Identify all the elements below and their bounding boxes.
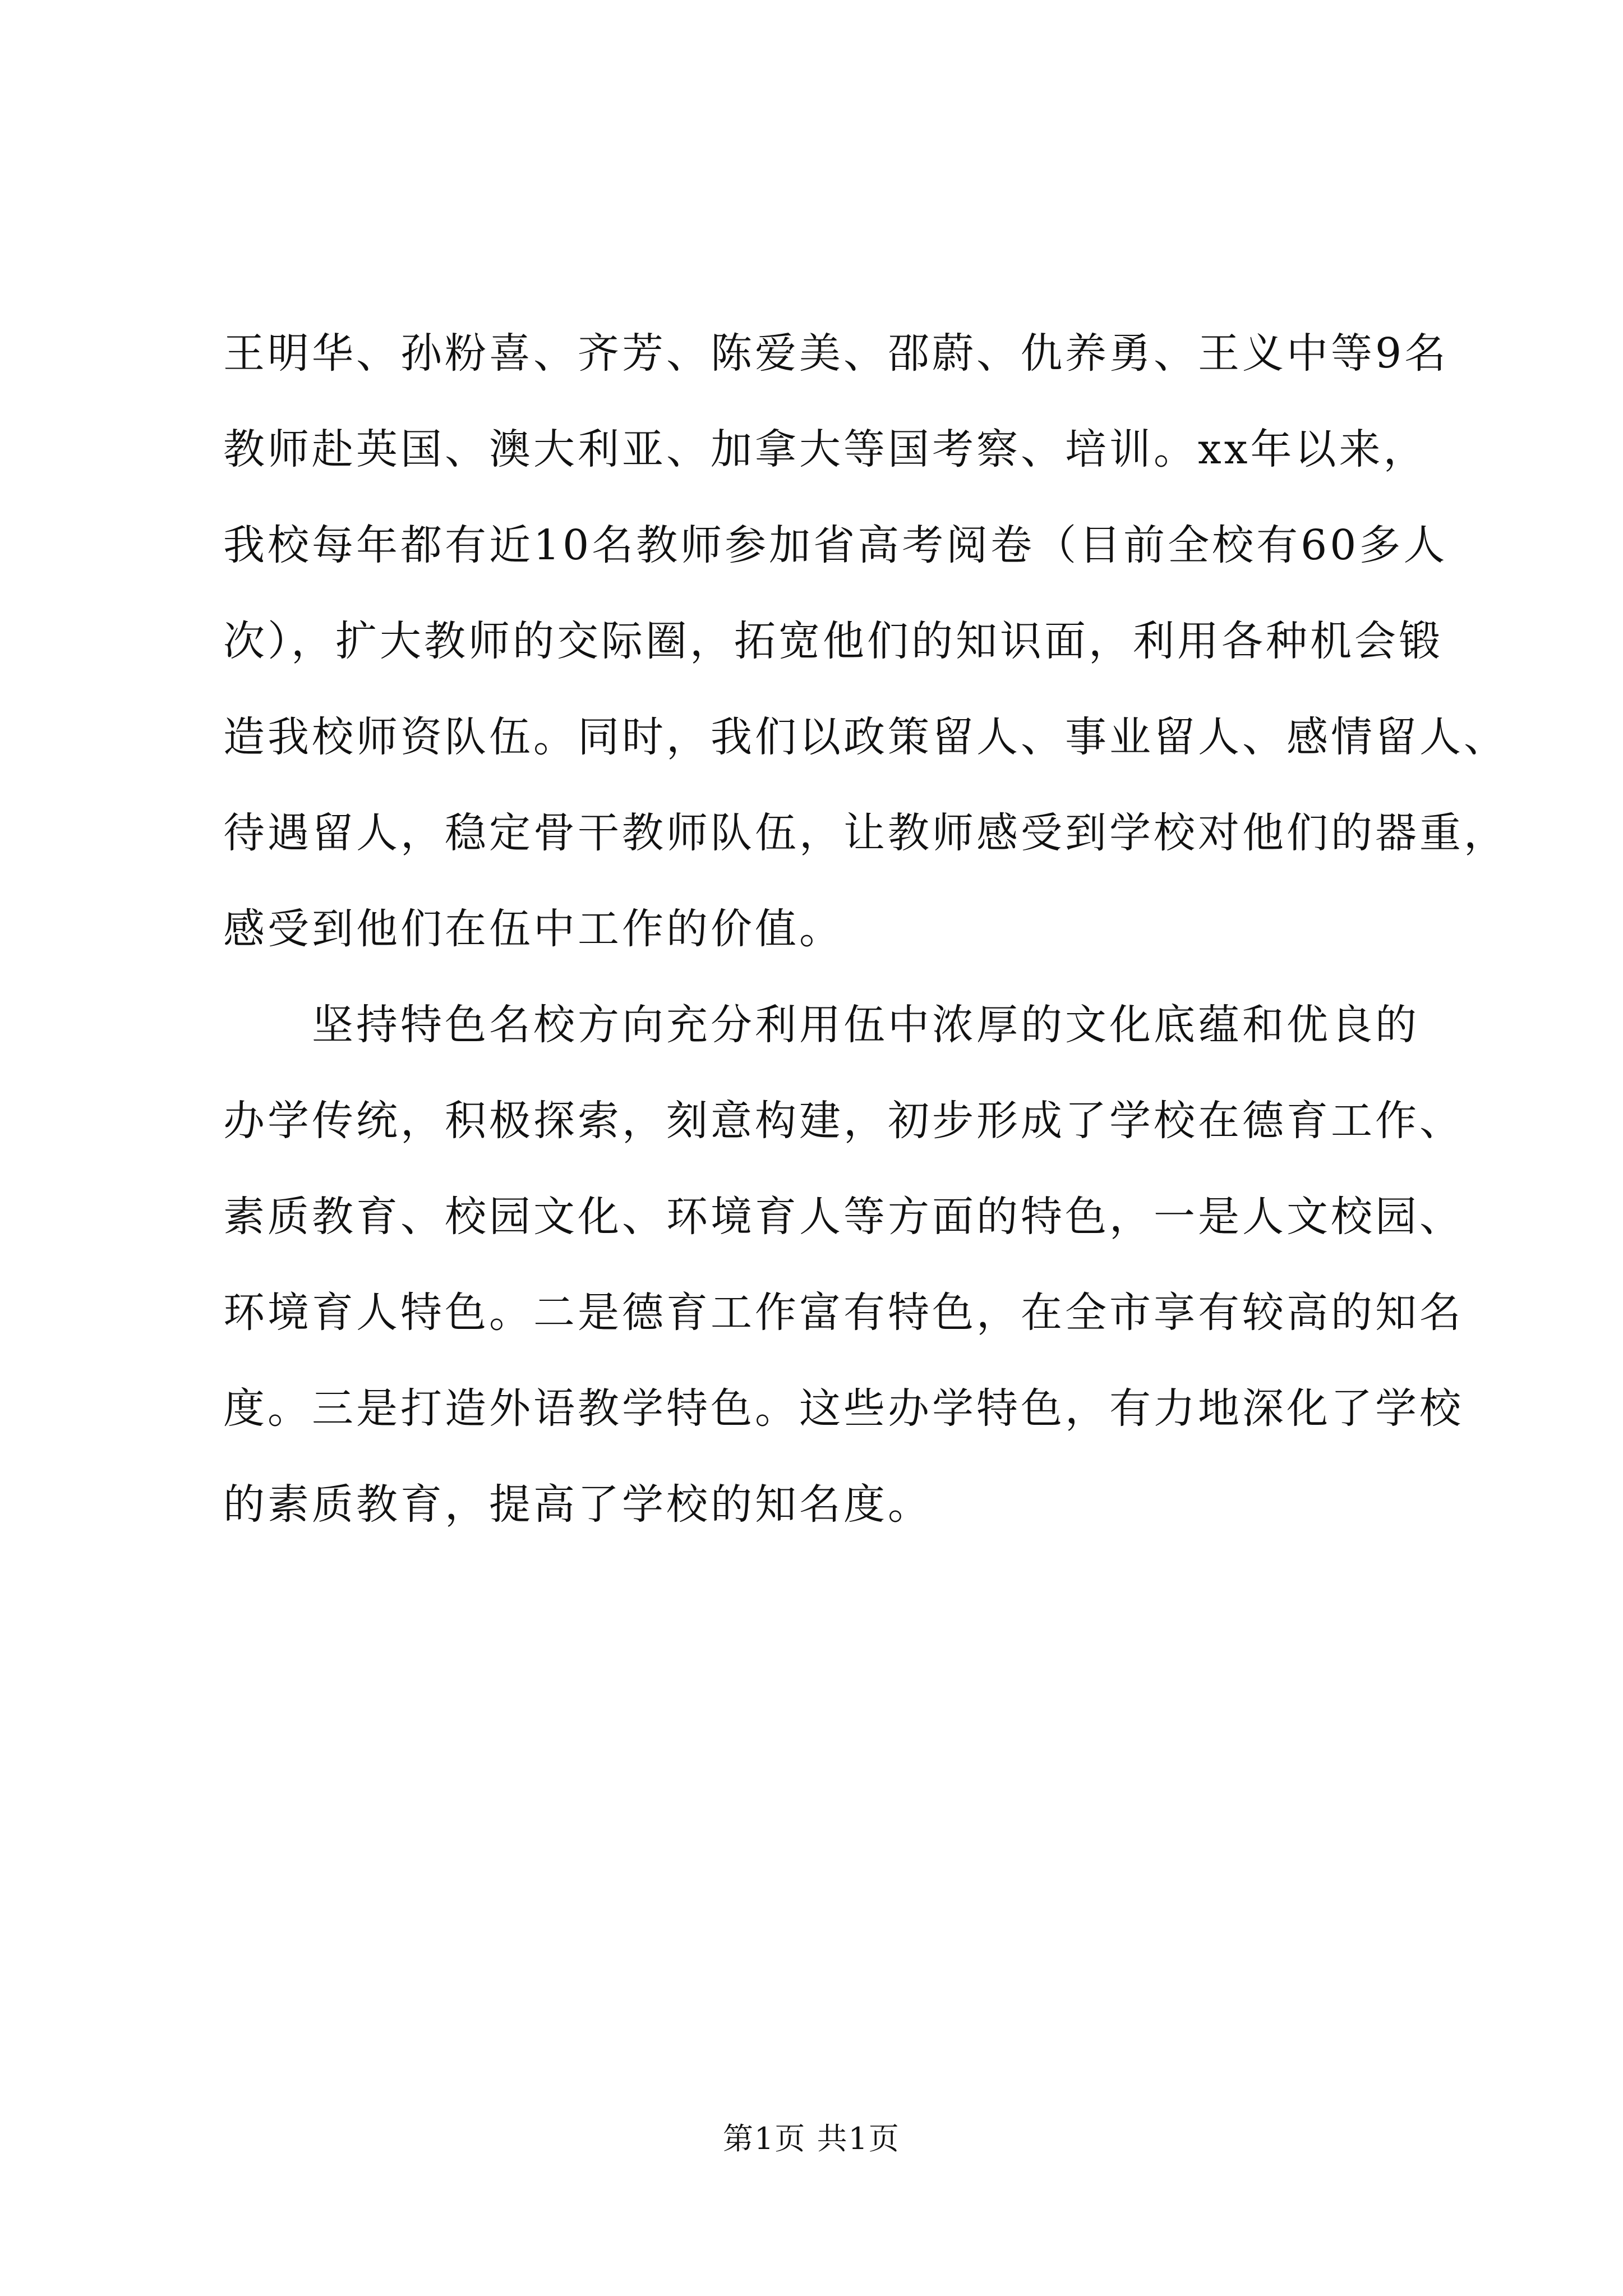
- text-line-indented: 坚持特色名校方向充分利用伍中浓厚的文化底蕴和优良的: [312, 1001, 1419, 1049]
- text-line: 次），扩大教师的交际圈，拓宽他们的知识面，利用各种机会锻: [223, 617, 1443, 665]
- page-footer: [0, 2115, 1623, 2158]
- text-line: 的素质教育，提高了学校的知名度。: [223, 1480, 932, 1529]
- text-line: 待遇留人，稳定骨干教师队伍，让教师感受到学校对他们的器重，: [223, 809, 1508, 857]
- text-line: 环境育人特色。二是德育工作富有特色，在全市享有较高的知名: [223, 1289, 1464, 1337]
- text-line: 造我校师资队伍。同时，我们以政策留人、事业留人、感情留人、: [223, 713, 1508, 761]
- text-line: 素质教育、校园文化、环境育人等方面的特色，一是人文校园、: [223, 1193, 1464, 1241]
- text-line: 王明华、孙粉喜、齐芳、陈爱美、邵蔚、仇养勇、王义中等9名: [223, 329, 1449, 378]
- text-line: 感受到他们在伍中工作的价值。: [223, 905, 843, 953]
- page-number-label: 第1页 共1页: [723, 2121, 900, 2156]
- document-body: [223, 306, 1508, 1553]
- text-line: 我校每年都有近10名教师参加省高考阅卷（目前全校有60多人: [223, 521, 1448, 569]
- text-line: 度。三是打造外语教学特色。这些办学特色，有力地深化了学校: [223, 1384, 1464, 1433]
- text-line: 教师赴英国、澳大利亚、加拿大等国考察、培训。xx年以来，: [223, 425, 1428, 473]
- text-line: 办学传统，积极探索，刻意构建，初步形成了学校在德育工作、: [223, 1097, 1464, 1145]
